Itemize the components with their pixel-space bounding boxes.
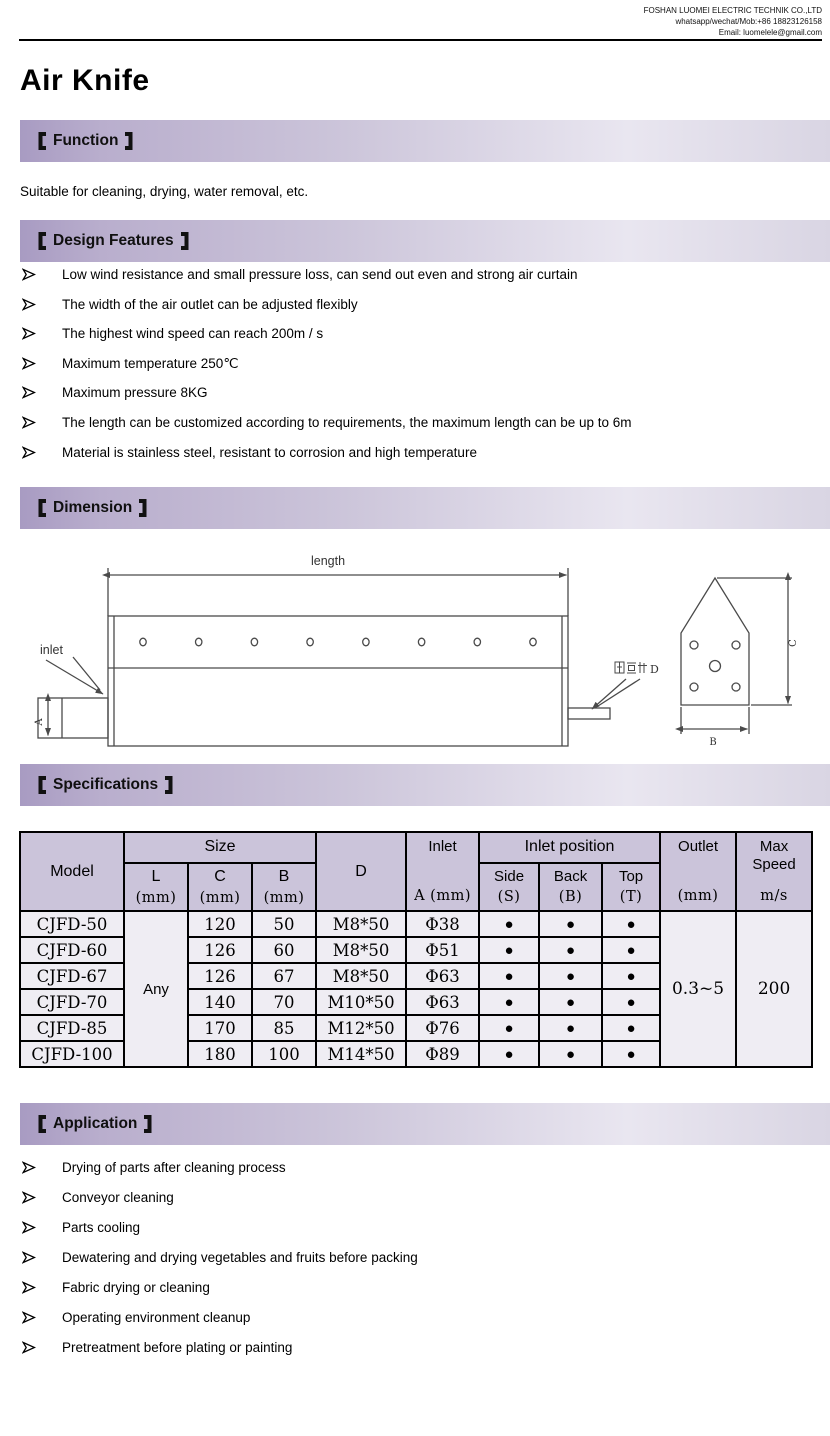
fixing-rod-label — [615, 662, 659, 676]
cell-inlet-side-dot: ● — [479, 937, 539, 963]
cell-model: CJFD-85 — [20, 1015, 124, 1041]
cell-size-c: 180 — [188, 1041, 252, 1067]
col-header-max-speed: Max Speed m/s — [736, 832, 812, 911]
arrow-bullet-icon — [22, 1311, 36, 1324]
list-item-text: The highest wind speed can reach 200m / s — [62, 326, 324, 342]
list-item-text: The width of the air outlet can be adjusted flexibly — [62, 296, 358, 312]
arrow-bullet-icon — [22, 327, 36, 340]
arrow-bullet-icon — [22, 416, 36, 429]
cell-inlet-top-dot: ● — [602, 963, 660, 989]
lenticular-bracket-open-icon — [37, 1115, 47, 1133]
lenticular-bracket-open-icon — [37, 776, 47, 794]
dim-a-label: A — [34, 718, 45, 726]
cell-inlet-a: Φ76 — [406, 1015, 479, 1041]
cell-inlet-back-dot: ● — [539, 937, 602, 963]
section-bar-dimension — [20, 487, 830, 529]
list-item — [22, 1340, 418, 1370]
list-item — [22, 297, 632, 327]
arrow-bullet-icon — [22, 268, 36, 281]
list-item — [22, 1160, 418, 1190]
letterhead — [644, 5, 822, 38]
arrow-bullet-icon — [22, 1161, 36, 1174]
lenticular-bracket-close-icon — [138, 499, 148, 517]
col-header-b: B (mm) — [252, 863, 316, 911]
arrow-bullet-icon — [22, 1281, 36, 1294]
cell-inlet-back-dot: ● — [539, 911, 602, 937]
lenticular-bracket-close-icon — [124, 132, 134, 150]
cell-inlet-side-dot: ● — [479, 989, 539, 1015]
cell-size-b: 100 — [252, 1041, 316, 1067]
cell-d: M14*50 — [316, 1041, 406, 1067]
cell-inlet-side-dot: ● — [479, 911, 539, 937]
arrow-bullet-icon — [22, 446, 36, 459]
list-item — [22, 1220, 418, 1250]
list-item-text: Conveyor cleaning — [62, 1190, 174, 1205]
cell-inlet-a: Φ89 — [406, 1041, 479, 1067]
specifications-table — [19, 831, 813, 1068]
cell-inlet-back-dot: ● — [539, 963, 602, 989]
col-header-size: Size — [124, 832, 316, 863]
arrow-bullet-icon — [22, 1191, 36, 1204]
lenticular-bracket-close-icon — [180, 232, 190, 250]
lenticular-bracket-open-icon — [37, 132, 47, 150]
dim-c-label: C — [788, 639, 799, 647]
col-header-l: L (mm) — [124, 863, 188, 911]
cell-model: CJFD-60 — [20, 937, 124, 963]
cell-size-c: 120 — [188, 911, 252, 937]
list-item-text: Material is stainless steel, resistant to corrosion and high temperature — [62, 444, 477, 460]
page-title: Air Knife — [20, 64, 150, 97]
arrow-bullet-icon — [22, 1221, 36, 1234]
cell-size-c: 140 — [188, 989, 252, 1015]
cell-inlet-back-dot: ● — [539, 1015, 602, 1041]
list-item — [22, 1310, 418, 1340]
table-row — [20, 911, 812, 937]
cell-inlet-a: Φ63 — [406, 963, 479, 989]
cell-d: M12*50 — [316, 1015, 406, 1041]
cell-size-b: 67 — [252, 963, 316, 989]
list-item-text: Drying of parts after cleaning process — [62, 1160, 286, 1175]
lenticular-bracket-close-icon — [164, 776, 174, 794]
col-header-top: Top (T) — [602, 863, 660, 911]
list-item — [22, 267, 632, 297]
inlet-label: inlet — [40, 643, 63, 657]
col-header-inlet-position: Inlet position — [479, 832, 660, 863]
cell-size-b: 50 — [252, 911, 316, 937]
arrow-bullet-icon — [22, 298, 36, 311]
section-title-function: Function — [53, 132, 119, 149]
list-item — [22, 356, 632, 386]
cell-size-c: 126 — [188, 963, 252, 989]
section-bar-function — [20, 120, 830, 162]
lenticular-bracket-open-icon — [37, 232, 47, 250]
dim-b-label: B — [709, 737, 717, 748]
cell-inlet-a: Φ38 — [406, 911, 479, 937]
cell-inlet-a: Φ51 — [406, 937, 479, 963]
list-item-text: Operating environment cleanup — [62, 1310, 251, 1325]
company-contact: whatsapp/wechat/Mob:+86 18823126158 — [675, 17, 822, 26]
list-item — [22, 385, 632, 415]
header-divider — [19, 39, 822, 41]
cell-inlet-a: Φ63 — [406, 989, 479, 1015]
arrow-bullet-icon — [22, 1341, 36, 1354]
company-name: FOSHAN LUOMEI ELECTRIC TECHNIK CO.,LTD — [643, 6, 822, 15]
section-bar-application — [20, 1103, 830, 1145]
list-item-text: Maximum pressure 8KG — [62, 385, 208, 401]
list-item-text: Maximum temperature 250℃ — [62, 355, 239, 371]
list-item-text: Dewatering and drying vegetables and fruits before packing — [62, 1250, 418, 1265]
section-title-application: Application — [53, 1115, 138, 1132]
cell-d: M8*50 — [316, 911, 406, 937]
cell-model: CJFD-50 — [20, 911, 124, 937]
arrow-bullet-icon — [22, 1251, 36, 1264]
list-item — [22, 1250, 418, 1280]
list-item — [22, 326, 632, 356]
col-header-model: Model — [20, 832, 124, 911]
length-label: length — [310, 554, 346, 568]
list-item — [22, 415, 632, 445]
cell-model: CJFD-100 — [20, 1041, 124, 1067]
arrow-bullet-icon — [22, 386, 36, 399]
cell-inlet-back-dot: ● — [539, 1041, 602, 1067]
list-item — [22, 1190, 418, 1220]
cell-inlet-top-dot: ● — [602, 937, 660, 963]
arrow-bullet-icon — [22, 357, 36, 370]
cell-inlet-side-dot: ● — [479, 1041, 539, 1067]
section-title-dimension: Dimension — [53, 499, 133, 516]
section-bar-specifications — [20, 764, 830, 806]
list-item — [22, 1280, 418, 1310]
list-item-text: The length can be customized according to requirements, the maximum length can be up to 6m — [62, 414, 632, 430]
function-text: Suitable for cleaning, drying, water removal, etc. — [20, 184, 309, 199]
section-bar-design-features — [20, 220, 830, 262]
cell-inlet-back-dot: ● — [539, 989, 602, 1015]
list-item-text: Low wind resistance and small pressure loss, can send out even and strong air curtain — [62, 267, 578, 282]
application-list — [22, 1160, 418, 1370]
list-item-text: Pretreatment before plating or painting — [62, 1340, 293, 1355]
cell-model: CJFD-67 — [20, 963, 124, 989]
col-header-c: C (mm) — [188, 863, 252, 911]
cell-size-b: 60 — [252, 937, 316, 963]
cell-size-c: 170 — [188, 1015, 252, 1041]
lenticular-bracket-close-icon — [143, 1115, 153, 1133]
cell-inlet-top-dot: ● — [602, 989, 660, 1015]
section-title-specifications: Specifications — [53, 776, 159, 793]
col-header-d: D — [316, 832, 406, 911]
list-item-text: Fabric drying or cleaning — [62, 1280, 210, 1295]
cell-inlet-top-dot: ● — [602, 1041, 660, 1067]
cell-size-b: 70 — [252, 989, 316, 1015]
section-title-design-features: Design Features — [53, 232, 174, 249]
cell-d: M8*50 — [316, 963, 406, 989]
col-header-inlet: Inlet A (mm) — [406, 832, 479, 911]
cell-size-c: 126 — [188, 937, 252, 963]
col-header-back: Back (B) — [539, 863, 602, 911]
lenticular-bracket-open-icon — [37, 499, 47, 517]
cell-inlet-top-dot: ● — [602, 911, 660, 937]
cell-d: M10*50 — [316, 989, 406, 1015]
cell-size-b: 85 — [252, 1015, 316, 1041]
cell-model: CJFD-70 — [20, 989, 124, 1015]
col-header-outlet: Outlet (mm) — [660, 832, 736, 911]
cell-inlet-side-dot: ● — [479, 963, 539, 989]
design-features-list — [22, 267, 632, 474]
list-item — [22, 445, 632, 475]
company-email: Email: luomelele@gmail.com — [718, 28, 822, 37]
cell-d: M8*50 — [316, 937, 406, 963]
cell-inlet-side-dot: ● — [479, 1015, 539, 1041]
cell-size-l-merged: Any — [124, 911, 188, 1067]
col-header-side: Side (S) — [479, 863, 539, 911]
cell-inlet-top-dot: ● — [602, 1015, 660, 1041]
cell-outlet-merged: 0.3~5 — [660, 911, 736, 1067]
dimension-drawing — [18, 548, 830, 760]
list-item-text: Parts cooling — [62, 1220, 141, 1235]
fixing-rod-d-label: D — [650, 663, 659, 676]
cell-max-speed-merged: 200 — [736, 911, 812, 1067]
